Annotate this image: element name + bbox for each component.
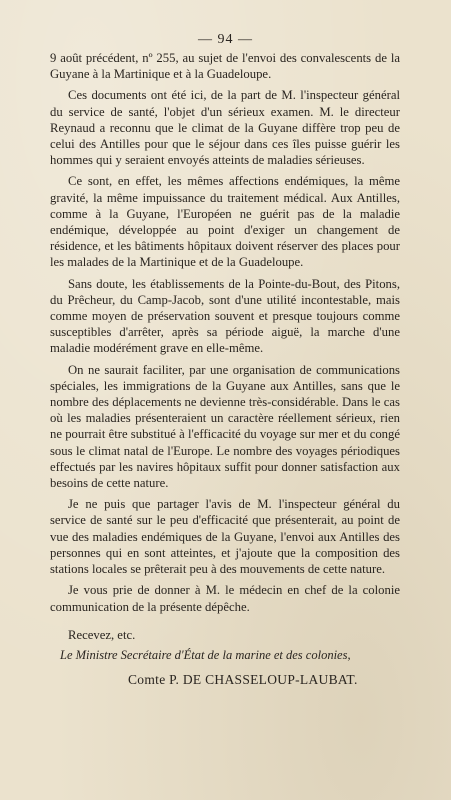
paragraph: Ces documents ont été ici, de la part de M. l'inspecteur général du service de santé, l'objet d'un sérieux examen. M. le directeur Reynaud a reconnu que le climat de la Guyane diffère trop peu de celui des Antilles pour que le séjour dans ces îles puisse guérir les hommes qui y seraient envoyés atteints de maladies sérieuses. xyxy=(50,88,400,168)
closing-salutation: Recevez, etc. xyxy=(68,627,136,642)
paragraph: Sans doute, les établissements de la Pointe-du-Bout, des Pitons, du Prêcheur, du Camp-Jacob, sont d'une utilité incontestable, mais comme moyen de préservation souvent et presque toujours comme susceptibles d'arrêter, après sa période aiguë, la marche d'une maladie modérément grave en elle-même. xyxy=(50,276,400,356)
paragraph: Je ne puis que partager l'avis de M. l'inspecteur général du service de santé sur le peu d'efficacité que présenterait, au point de vue des maladies endémiques de la Guyane, l'envoi aux Antilles des personnes qui en sont atteintes, et j'ajoute que la composition des stations locales se prêterait peu à des mouvements de cette nature. xyxy=(50,497,400,577)
paragraph: 9 août précédent, nº 255, au sujet de l'envoi des convalescents de la Guyane à la Martinique et à la Guadeloupe. xyxy=(50,51,400,82)
signature-name: Comte P. DE CHASSELOUP-LAUBAT. xyxy=(128,672,358,687)
paragraph: Je vous prie de donner à M. le médecin en chef de la colonie communication de la présente dépêche. xyxy=(50,583,400,614)
page-number: — 94 — xyxy=(198,32,253,47)
body-text xyxy=(50,50,400,656)
signature-title: Le Ministre Secrétaire d'État de la marine et des colonies, xyxy=(60,648,351,662)
paragraph: On ne saurait faciliter, par une organisation de communications spéciales, les immigrations de la Guyane aux Antilles, sans que le nombre des déplacements ne devienne très-considérable. Dans le cas où les maladies présenteraient un caractère réellement sérieux, rien ne pourrait être substitué à l'efficacité du voyage sur mer et du congé sous le climat natal de l'Europe. Le nombre des voyages périodiques effectués par les navires hôpitaux suffit pour donner satisfaction aux besoins de cette nature. xyxy=(50,362,400,491)
paragraph: Ce sont, en effet, les mêmes affections endémiques, la même gravité, la même impuissance du traitement médical. Aux Antilles, comme à la Guyane, l'Européen ne guérit pas de la maladie endémique, développée au point d'exiger un changement de résidence, et les bâtiments hôpitaux doivent réserver des places pour les malades de la Martinique et de la Guadeloupe. xyxy=(50,174,400,270)
